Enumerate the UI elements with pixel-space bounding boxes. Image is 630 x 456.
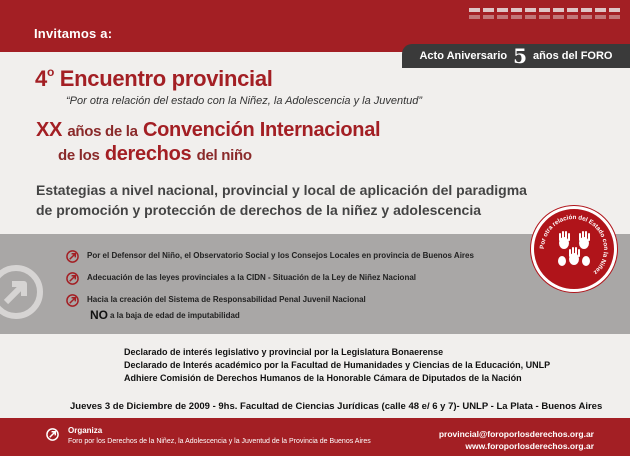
- convention-line-1: [36, 119, 380, 142]
- declaration-item: Declarado de Interés académico por la Facultad de Humanidades y Ciencias de la Educación, UNLP: [124, 360, 551, 370]
- declaration-item: Declarado de interés legislativo y provincial por la Legislatura Bonaerense: [124, 347, 444, 357]
- no-rest: a la baja de edad de imputabilidad: [110, 311, 240, 320]
- big-arrow-circle-icon: [0, 262, 60, 322]
- topic-item: [66, 272, 416, 285]
- convention-years: XX: [36, 119, 63, 141]
- event-number: 4: [35, 66, 47, 91]
- dash-decoration: [469, 8, 620, 12]
- organizer-label: Organiza: [68, 426, 103, 435]
- event-location: - 9hs. Facultad de Ciencias Jurídicas (calle 48 e/ 6 y 7)- UNLP - La Plata - Buenos Aires: [209, 401, 603, 412]
- convention-connector-1: años de la: [67, 123, 138, 140]
- strategies-line-2: de promoción y protección de derechos de la niñez y adolescencia: [36, 202, 482, 218]
- hands-stamp-icon: [531, 206, 617, 292]
- topic-text: Por el Defensor del Niño, el Observatorio Social y los Consejos Locales en provincia de Buenos Aires: [87, 251, 474, 260]
- arrow-circle-icon: [66, 272, 79, 285]
- anniversary-suffix: años del FORO: [533, 50, 613, 62]
- contact-email[interactable]: provincial@foroporlosderechos.org.ar: [438, 429, 594, 439]
- topic-item: [66, 250, 474, 263]
- organizer-name: Foro por los Derechos de la Niñez, la Adolescencia y la Juventud de la Provincia de Buenos Aires: [68, 438, 371, 445]
- event-quote: “Por otra relación del estado con la Niñez, la Adolescencia y la Juventud”: [66, 95, 423, 107]
- event-date-location: [70, 401, 602, 412]
- anniversary-number: 5: [513, 44, 528, 68]
- no-imputability-line: [90, 308, 240, 322]
- event-name: Encuentro provincial: [59, 66, 273, 91]
- event-date: Jueves 3 de Diciembre de 2009: [70, 401, 210, 412]
- topic-item: [66, 294, 366, 307]
- anniversary-badge: [402, 44, 630, 68]
- strategies-heading: [36, 180, 556, 220]
- contact-info: [439, 428, 594, 452]
- arrow-circle-icon: [46, 428, 59, 441]
- strategies-line-1: Estategias a nivel nacional, provincial y local de aplicación del paradigma: [36, 182, 527, 198]
- arrow-circle-icon: [66, 294, 79, 307]
- stamp-ring-text: Por otra relación del Estado con la Niñez: [538, 213, 610, 276]
- svg-text:Por otra relación del Estado c: [539, 214, 609, 276]
- convention-line-2: [58, 143, 252, 166]
- convention-title: Convención Internacional: [143, 119, 381, 141]
- convention-connector-2: de los: [58, 147, 100, 164]
- no-label: NO: [90, 308, 108, 322]
- convention-connector-3: del niño: [196, 147, 252, 164]
- topic-text: Hacia la creación del Sistema de Responsabilidad Penal Juvenil Nacional: [87, 295, 366, 304]
- arrow-circle-icon: [66, 250, 79, 263]
- event-ordinal: o: [46, 64, 54, 79]
- declarations: [124, 346, 550, 385]
- anniversary-prefix: Acto Aniversario: [419, 50, 508, 62]
- hands-stamp-graphic: [534, 209, 614, 289]
- topic-text: Adecuación de las leyes provinciales a la CIDN - Situación de la Ley de Niñez Nacional: [87, 273, 416, 282]
- invite-text: Invitamos a:: [34, 26, 113, 41]
- event-title: [35, 66, 273, 92]
- convention-rights: derechos: [104, 143, 192, 165]
- declaration-item: Adhiere Comisión de Derechos Humanos de la Honorable Cámara de Diputados de la Nación: [124, 373, 522, 383]
- dash-decoration-faded: [469, 15, 620, 19]
- contact-web[interactable]: www.foroporlosderechos.org.ar: [465, 441, 594, 451]
- footer-banner: [0, 418, 630, 456]
